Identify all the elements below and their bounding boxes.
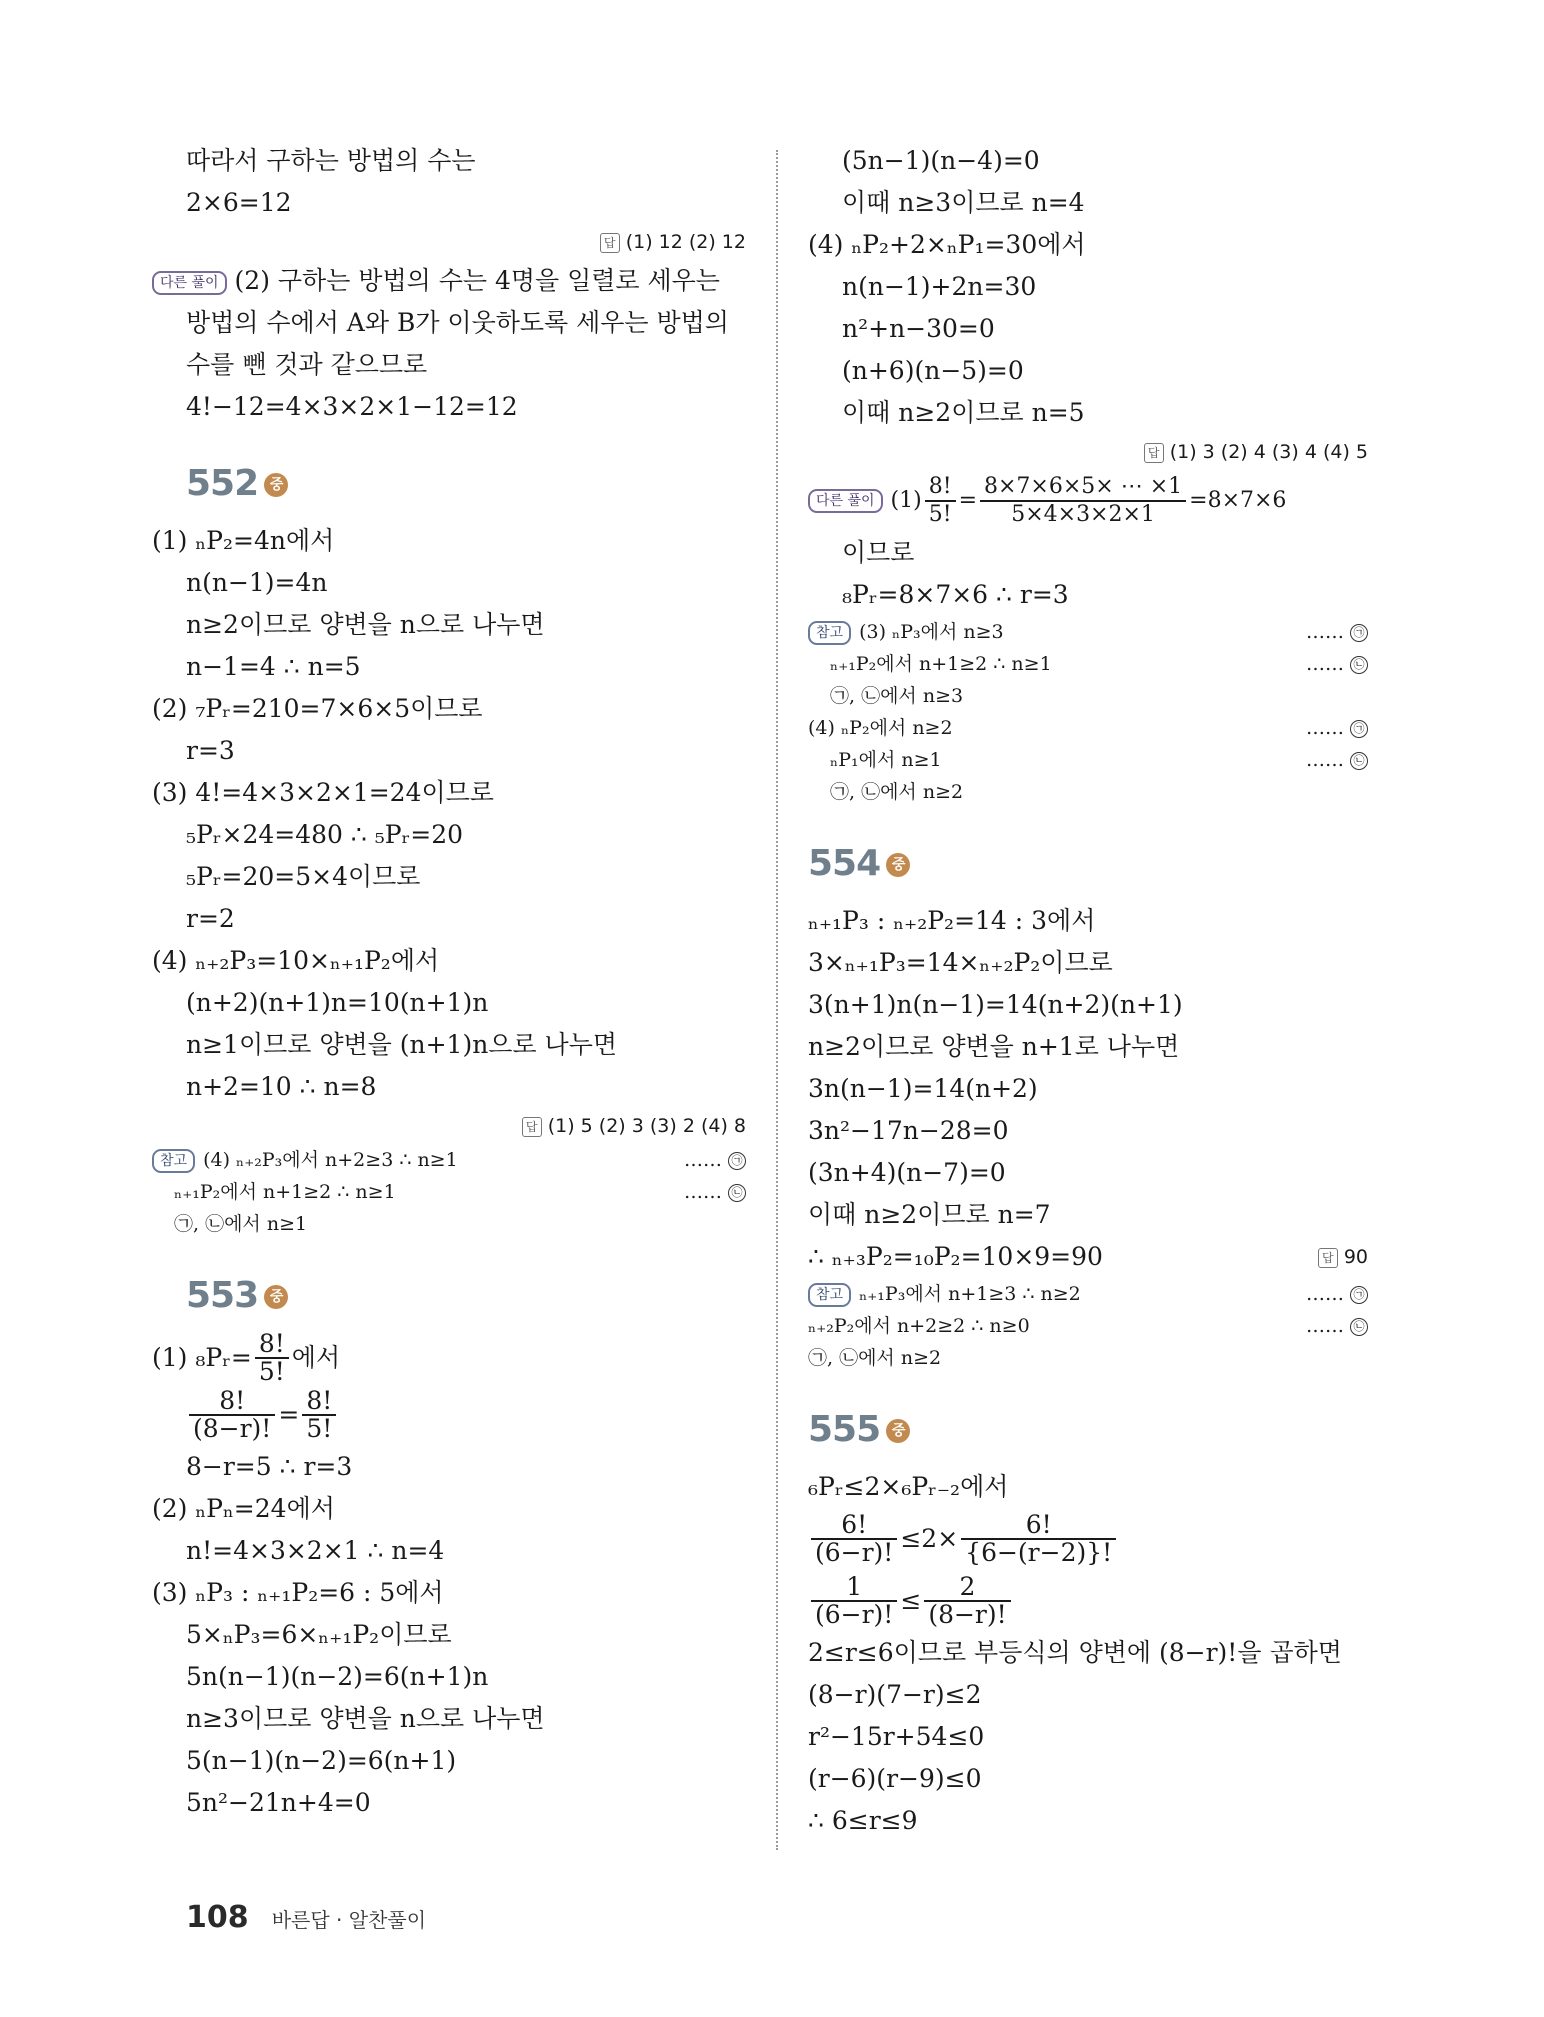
text-line: ∴ ₙ₊₃P₂=₁₀P₂=10×9=90 [808, 1242, 1103, 1271]
reference-line: ㉠, ㉡에서 n≥3 [830, 685, 964, 707]
text-line: (n+2)(n+1)n=10(n+1)n [186, 988, 489, 1017]
answer-line [808, 434, 1368, 470]
fraction [189, 1388, 275, 1442]
alt-solution-line [808, 470, 1368, 532]
operator: = [278, 1400, 300, 1429]
numerator: 8×7×6×5× ⋯ ×1 [984, 474, 1183, 499]
reference-line [808, 1310, 1368, 1342]
alt-solution-tag: 다른 풀이 [808, 489, 883, 513]
difficulty-badge: 중 [886, 853, 910, 877]
text-line: 3n(n−1)=14(n+2) [808, 1074, 1038, 1103]
text-line: (2) ₙPₙ=24에서 [152, 1494, 335, 1523]
operator: = [958, 488, 977, 513]
denominator: 5! [925, 500, 956, 528]
numerator: 8! [306, 1386, 333, 1415]
text-line: (r−6)(r−9)≤0 [808, 1764, 982, 1793]
formula-line [808, 1570, 1368, 1632]
marker-dots: …… [1305, 749, 1344, 771]
fraction [302, 1388, 336, 1442]
reference-tag: 참고 [808, 1283, 851, 1307]
equation-marker [1306, 712, 1368, 744]
text-line: r=3 [186, 736, 235, 765]
page-number: 108 [186, 1900, 249, 1935]
formula-line [152, 1384, 746, 1446]
alt-solution-line [152, 260, 746, 302]
numerator: 8! [258, 1329, 285, 1358]
fraction [924, 1574, 1010, 1628]
circle-mark: ㉡ [1350, 656, 1368, 674]
text-line: ₙP₁에서 n≥1 [830, 749, 942, 771]
text-line: ₈Pᵣ=8×7×6 ∴ r=3 [842, 580, 1069, 609]
fraction [811, 1512, 897, 1566]
alt-solution-tag: 다른 풀이 [152, 271, 227, 295]
problem-number-555 [808, 1400, 1368, 1460]
equation-marker [1306, 1310, 1368, 1342]
text-line: ₙ₊₂P₂에서 n+2≥2 ∴ n≥0 [808, 1315, 1030, 1337]
equation-marker [684, 1144, 746, 1176]
answer-icon: 답 [522, 1117, 542, 1137]
right-column [808, 140, 1368, 1842]
text-line: n≥3이므로 양변을 n으로 나누면 [186, 1704, 545, 1733]
text-line: 이므로 [842, 538, 915, 567]
formula-line [808, 1508, 1368, 1570]
text-line: 2×6=12 [186, 188, 292, 217]
column-divider [776, 150, 778, 1850]
text-line: (2) 구하는 방법의 수는 4명을 일렬로 세우는 [234, 266, 720, 295]
marker-dots: …… [1305, 653, 1344, 675]
text-line: (n+6)(n−5)=0 [842, 356, 1024, 385]
text-line: 따라서 구하는 방법의 수는 [186, 146, 476, 175]
text-line: n(n−1)+2n=30 [842, 272, 1037, 301]
problem-number-text: 552 [186, 463, 259, 504]
equation-marker [1306, 616, 1368, 648]
text-line: (3n+4)(n−7)=0 [808, 1158, 1006, 1187]
circle-mark: ㉡ [1350, 752, 1368, 770]
equation-marker [1306, 648, 1368, 680]
text-line: n≥1이므로 양변을 (n+1)n으로 나누면 [186, 1030, 618, 1059]
text-line: n−1=4 ∴ n=5 [186, 652, 361, 681]
problem-number-text: 554 [808, 843, 881, 884]
page-footer [186, 1900, 426, 1935]
operator: ≤ [900, 1586, 922, 1615]
text-line: 이때 n≥2이므로 n=7 [808, 1200, 1051, 1229]
answer-line [186, 224, 746, 260]
text-line: ₙ₊₁P₃에서 n+1≥3 ∴ n≥2 [859, 1283, 1081, 1305]
text-line: ₅Pᵣ×24=480 ∴ ₅Pᵣ=20 [186, 820, 464, 849]
problem-number-text: 553 [186, 1275, 259, 1316]
circle-mark: ㉠ [728, 1152, 746, 1170]
text-line: (3) ₙP₃ : ₙ₊₁P₂=6 : 5에서 [152, 1578, 444, 1607]
text-line: (3) 4!=4×3×2×1=24이므로 [152, 778, 494, 807]
text-line: ₆Pᵣ≤2×₆Pᵣ₋₂에서 [808, 1472, 1009, 1501]
text-line: (4) ₙP₂+2×ₙP₁=30에서 [808, 230, 1086, 259]
denominator: (8−r)! [189, 1414, 275, 1442]
text-line: (3) ₙP₃에서 n≥3 [859, 621, 1004, 643]
denominator: (6−r)! [811, 1600, 897, 1628]
text-line: n²+n−30=0 [842, 314, 995, 343]
text-line: r²−15r+54≤0 [808, 1722, 985, 1751]
reference-line: ㉠, ㉡에서 n≥1 [174, 1213, 308, 1235]
fraction [980, 474, 1186, 528]
fraction [255, 1331, 289, 1385]
text-line: ₙ₊₁P₂에서 n+1≥2 ∴ n≥1 [830, 653, 1052, 675]
reference-line [808, 744, 1368, 776]
denominator: (6−r)! [811, 1538, 897, 1566]
text-line: n≥2이므로 양변을 n으로 나누면 [186, 610, 545, 639]
reference-line: ㉠, ㉡에서 n≥2 [808, 1347, 942, 1369]
text-line: (4) ₙP₂에서 n≥2 [808, 717, 953, 739]
reference-line [152, 1144, 746, 1176]
circle-mark: ㉡ [1350, 1318, 1368, 1336]
text-line: 5n²−21n+4=0 [186, 1788, 371, 1817]
text-line: (4) ₙ₊₂P₃=10×ₙ₊₁P₂에서 [152, 946, 440, 975]
denominator: (8−r)! [924, 1600, 1010, 1628]
text-line: 방법의 수에서 A와 B가 이웃하도록 세우는 방법의 [186, 308, 729, 337]
text-line: (4) ₙ₊₂P₃에서 n+2≥3 ∴ n≥1 [203, 1149, 458, 1171]
fraction [925, 474, 956, 528]
text-line: 8−r=5 ∴ r=3 [186, 1452, 353, 1481]
text-line: ₙ₊₁P₃ : ₙ₊₂P₂=14 : 3에서 [808, 906, 1096, 935]
text-line: r=2 [186, 904, 235, 933]
text-line: 5×ₙP₃=6×ₙ₊₁P₂이므로 [186, 1620, 452, 1649]
denominator: 5! [302, 1414, 336, 1442]
formula-line [152, 1329, 746, 1386]
text-line: 5(n−1)(n−2)=6(n+1) [186, 1746, 457, 1775]
reference-line [808, 1278, 1368, 1310]
numerator: 8! [928, 474, 952, 499]
reference-line: ㉠, ㉡에서 n≥2 [830, 781, 964, 803]
circle-mark: ㉠ [1350, 720, 1368, 738]
text-line: n(n−1)=4n [186, 568, 328, 597]
equation-marker [1306, 1278, 1368, 1310]
difficulty-badge: 중 [264, 473, 288, 497]
text-line: (2) ₇Pᵣ=210=7×6×5이므로 [152, 694, 483, 723]
answer-line [152, 1108, 746, 1144]
answer-line [1318, 1236, 1368, 1278]
text-line: (1) ₙP₂=4n에서 [152, 526, 335, 555]
numerator: 2 [959, 1572, 976, 1601]
problem-number-552 [186, 454, 746, 514]
text-line: ∴ 6≤r≤9 [808, 1806, 918, 1835]
text-line [808, 1236, 1368, 1278]
footer-title: 바른답 · 알찬풀이 [271, 1908, 427, 1932]
text-line: n≥2이므로 양변을 n+1로 나누면 [808, 1032, 1180, 1061]
text-line: 이때 n≥2이므로 n=5 [842, 398, 1085, 427]
denominator: {6−(r−2)}! [961, 1538, 1116, 1566]
text-line: 3(n+1)n(n−1)=14(n+2)(n+1) [808, 990, 1183, 1019]
left-column [152, 140, 746, 1824]
marker-dots: …… [1305, 717, 1344, 739]
answer-text: (1) 12 (2) 12 [625, 231, 746, 253]
problem-number-text: 555 [808, 1409, 881, 1450]
text-line: n+2=10 ∴ n=8 [186, 1072, 377, 1101]
text-line: ₙ₊₁P₂에서 n+1≥2 ∴ n≥1 [174, 1181, 396, 1203]
marker-dots: …… [683, 1149, 722, 1171]
problem-number-554 [808, 834, 1368, 894]
answer-text: (1) 3 (2) 4 (3) 4 (4) 5 [1169, 441, 1368, 463]
reference-tag: 참고 [152, 1149, 195, 1173]
marker-dots: …… [683, 1181, 722, 1203]
fraction [811, 1574, 897, 1628]
numerator: 1 [846, 1572, 863, 1601]
text-line: 에서 [291, 1343, 341, 1372]
circle-mark: ㉡ [728, 1184, 746, 1202]
problem-number-553 [186, 1266, 746, 1326]
answer-icon: 답 [600, 233, 620, 253]
equation-marker [1306, 744, 1368, 776]
answer-icon: 답 [1318, 1248, 1338, 1268]
denominator: 5! [255, 1357, 289, 1385]
text-line: 3×ₙ₊₁P₃=14×ₙ₊₂P₂이므로 [808, 948, 1113, 977]
difficulty-badge: 중 [886, 1419, 910, 1443]
text-line: (5n−1)(n−4)=0 [842, 146, 1040, 175]
text-line: (1) [890, 488, 922, 513]
reference-line [808, 712, 1368, 744]
reference-line [808, 648, 1368, 680]
fraction [961, 1512, 1116, 1566]
answer-text: 90 [1343, 1246, 1368, 1268]
text-line: (1) ₈Pᵣ= [152, 1343, 252, 1372]
text-line: (8−r)(7−r)≤2 [808, 1680, 982, 1709]
marker-dots: …… [1305, 1283, 1344, 1305]
operator: ≤2× [900, 1524, 959, 1553]
text-line: 3n²−17n−28=0 [808, 1116, 1009, 1145]
difficulty-badge: 중 [264, 1285, 288, 1309]
answer-icon: 답 [1144, 443, 1164, 463]
marker-dots: …… [1305, 1315, 1344, 1337]
numerator: 6! [1025, 1510, 1052, 1539]
denominator: 5×4×3×2×1 [980, 500, 1186, 528]
numerator: 8! [219, 1386, 246, 1415]
answer-text: (1) 5 (2) 3 (3) 2 (4) 8 [547, 1115, 746, 1137]
numerator: 6! [841, 1510, 868, 1539]
text-line: ₅Pᵣ=20=5×4이므로 [186, 862, 421, 891]
reference-line [152, 1176, 746, 1208]
text-line: 수를 뺀 것과 같으므로 [186, 350, 428, 379]
circle-mark: ㉠ [1350, 624, 1368, 642]
equation-marker [684, 1176, 746, 1208]
marker-dots: …… [1305, 621, 1344, 643]
text-line: 5n(n−1)(n−2)=6(n+1)n [186, 1662, 489, 1691]
text-line: =8×7×6 [1189, 488, 1287, 513]
text-line: n!=4×3×2×1 ∴ n=4 [186, 1536, 445, 1565]
text-line: 이때 n≥3이므로 n=4 [842, 188, 1085, 217]
reference-line [808, 616, 1368, 648]
text-line: 2≤r≤6이므로 부등식의 양변에 (8−r)!을 곱하면 [808, 1638, 1342, 1667]
reference-tag: 참고 [808, 621, 851, 645]
circle-mark: ㉠ [1350, 1286, 1368, 1304]
text-line: 4!−12=4×3×2×1−12=12 [186, 392, 518, 421]
